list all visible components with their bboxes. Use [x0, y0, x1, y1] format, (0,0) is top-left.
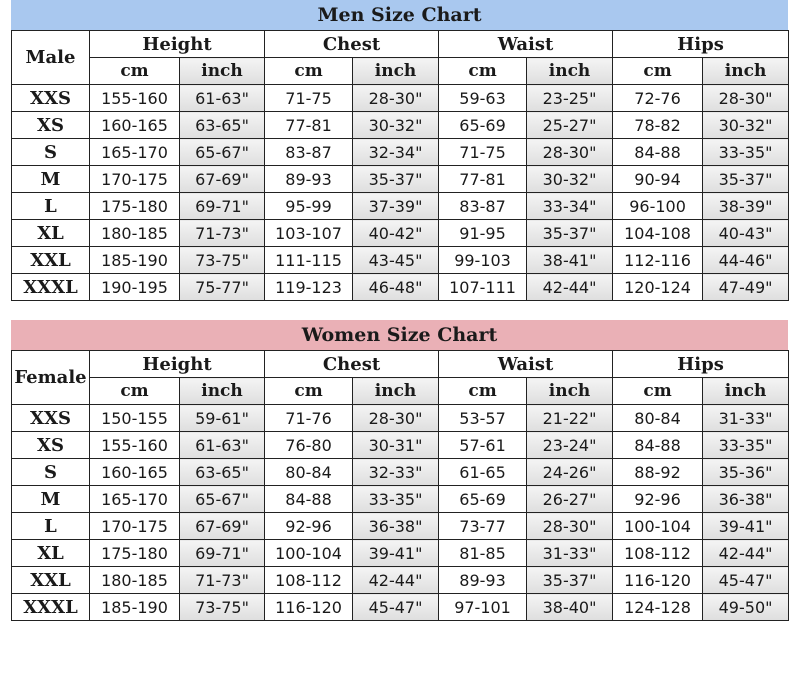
- table-row: [12, 247, 789, 274]
- table-row: [12, 513, 789, 540]
- inch-value: 37-39": [353, 193, 439, 220]
- table-row: [12, 486, 789, 513]
- inch-value: 38-39": [703, 193, 789, 220]
- table-row: [12, 432, 789, 459]
- cm-value: 99-103: [439, 247, 527, 274]
- cm-value: 57-61: [439, 432, 527, 459]
- cm-value: 170-175: [90, 513, 180, 540]
- unit-header-cm: cm: [90, 58, 180, 85]
- table-row: [12, 405, 789, 432]
- cm-value: 71-75: [265, 85, 353, 112]
- measure-group-header: Height: [90, 351, 265, 378]
- unit-header-cm: cm: [265, 378, 353, 405]
- measure-group-header: Waist: [439, 351, 613, 378]
- women-size-chart: [11, 320, 788, 621]
- cm-value: 72-76: [613, 85, 703, 112]
- cm-value: 59-63: [439, 85, 527, 112]
- cm-value: 92-96: [613, 486, 703, 513]
- cm-value: 83-87: [265, 139, 353, 166]
- cm-value: 90-94: [613, 166, 703, 193]
- cm-value: 185-190: [90, 247, 180, 274]
- inch-value: 33-35": [703, 139, 789, 166]
- cm-value: 155-160: [90, 432, 180, 459]
- size-label: L: [12, 513, 90, 540]
- table-row: [12, 193, 789, 220]
- cm-value: 111-115: [265, 247, 353, 274]
- measure-group-header: Chest: [265, 31, 439, 58]
- table-row: [12, 85, 789, 112]
- inch-value: 33-35": [353, 486, 439, 513]
- measure-group-header: Hips: [613, 351, 789, 378]
- size-label: XL: [12, 540, 90, 567]
- cm-value: 104-108: [613, 220, 703, 247]
- cm-value: 92-96: [265, 513, 353, 540]
- cm-value: 107-111: [439, 274, 527, 301]
- cm-value: 84-88: [613, 432, 703, 459]
- cm-value: 88-92: [613, 459, 703, 486]
- cm-value: 124-128: [613, 594, 703, 621]
- inch-value: 28-30": [527, 139, 613, 166]
- cm-value: 180-185: [90, 567, 180, 594]
- cm-value: 73-77: [439, 513, 527, 540]
- cm-value: 83-87: [439, 193, 527, 220]
- unit-header-inch: inch: [703, 58, 789, 85]
- inch-value: 47-49": [703, 274, 789, 301]
- size-label: S: [12, 139, 90, 166]
- unit-header-inch: inch: [180, 378, 265, 405]
- inch-value: 38-41": [527, 247, 613, 274]
- table-row: [12, 594, 789, 621]
- cm-value: 78-82: [613, 112, 703, 139]
- inch-value: 32-34": [353, 139, 439, 166]
- size-label: XXXL: [12, 274, 90, 301]
- measure-group-header: Chest: [265, 351, 439, 378]
- cm-value: 119-123: [265, 274, 353, 301]
- gender-label: Male: [12, 31, 90, 85]
- inch-value: 36-38": [703, 486, 789, 513]
- inch-value: 31-33": [703, 405, 789, 432]
- inch-value: 61-63": [180, 432, 265, 459]
- inch-value: 65-67": [180, 139, 265, 166]
- inch-value: 71-73": [180, 220, 265, 247]
- unit-header-cm: cm: [613, 378, 703, 405]
- inch-value: 32-33": [353, 459, 439, 486]
- women-chart-title: Women Size Chart: [11, 320, 788, 350]
- table-row: [12, 112, 789, 139]
- cm-value: 100-104: [613, 513, 703, 540]
- table-row: [12, 166, 789, 193]
- cm-value: 80-84: [613, 405, 703, 432]
- header-row-units: [12, 58, 789, 85]
- cm-value: 170-175: [90, 166, 180, 193]
- measure-group-header: Hips: [613, 31, 789, 58]
- cm-value: 65-69: [439, 486, 527, 513]
- cm-value: 120-124: [613, 274, 703, 301]
- table-row: [12, 540, 789, 567]
- inch-value: 42-44": [703, 540, 789, 567]
- inch-value: 33-34": [527, 193, 613, 220]
- inch-value: 69-71": [180, 540, 265, 567]
- cm-value: 108-112: [613, 540, 703, 567]
- cm-value: 53-57: [439, 405, 527, 432]
- inch-value: 59-61": [180, 405, 265, 432]
- inch-value: 45-47": [353, 594, 439, 621]
- inch-value: 35-37": [703, 166, 789, 193]
- inch-value: 75-77": [180, 274, 265, 301]
- unit-header-inch: inch: [180, 58, 265, 85]
- unit-header-inch: inch: [353, 378, 439, 405]
- inch-value: 21-22": [527, 405, 613, 432]
- size-label: XXL: [12, 247, 90, 274]
- men-size-table: [11, 30, 789, 301]
- cm-value: 180-185: [90, 220, 180, 247]
- cm-value: 116-120: [613, 567, 703, 594]
- cm-value: 160-165: [90, 459, 180, 486]
- measure-group-header: Height: [90, 31, 265, 58]
- cm-value: 175-180: [90, 193, 180, 220]
- cm-value: 65-69: [439, 112, 527, 139]
- inch-value: 46-48": [353, 274, 439, 301]
- table-row: [12, 139, 789, 166]
- cm-value: 89-93: [439, 567, 527, 594]
- cm-value: 185-190: [90, 594, 180, 621]
- cm-value: 160-165: [90, 112, 180, 139]
- inch-value: 35-36": [703, 459, 789, 486]
- unit-header-inch: inch: [527, 58, 613, 85]
- cm-value: 112-116: [613, 247, 703, 274]
- men-size-chart: [11, 0, 788, 301]
- inch-value: 49-50": [703, 594, 789, 621]
- inch-value: 63-65": [180, 112, 265, 139]
- unit-header-cm: cm: [265, 58, 353, 85]
- cm-value: 76-80: [265, 432, 353, 459]
- measure-group-header: Waist: [439, 31, 613, 58]
- inch-value: 36-38": [353, 513, 439, 540]
- unit-header-cm: cm: [439, 378, 527, 405]
- cm-value: 96-100: [613, 193, 703, 220]
- cm-value: 81-85: [439, 540, 527, 567]
- cm-value: 190-195: [90, 274, 180, 301]
- unit-header-cm: cm: [613, 58, 703, 85]
- unit-header-inch: inch: [703, 378, 789, 405]
- size-label: M: [12, 166, 90, 193]
- header-row-groups: [12, 351, 789, 378]
- men-chart-title: Men Size Chart: [11, 0, 788, 30]
- cm-value: 155-160: [90, 85, 180, 112]
- cm-value: 100-104: [265, 540, 353, 567]
- inch-value: 40-43": [703, 220, 789, 247]
- inch-value: 35-37": [353, 166, 439, 193]
- cm-value: 61-65: [439, 459, 527, 486]
- inch-value: 42-44": [353, 567, 439, 594]
- unit-header-inch: inch: [527, 378, 613, 405]
- gender-label: Female: [12, 351, 90, 405]
- cm-value: 175-180: [90, 540, 180, 567]
- inch-value: 61-63": [180, 85, 265, 112]
- cm-value: 108-112: [265, 567, 353, 594]
- cm-value: 84-88: [265, 486, 353, 513]
- inch-value: 30-32": [703, 112, 789, 139]
- inch-value: 30-32": [527, 166, 613, 193]
- unit-header-cm: cm: [439, 58, 527, 85]
- cm-value: 91-95: [439, 220, 527, 247]
- inch-value: 63-65": [180, 459, 265, 486]
- cm-value: 84-88: [613, 139, 703, 166]
- table-row: [12, 220, 789, 247]
- inch-value: 23-25": [527, 85, 613, 112]
- size-label: L: [12, 193, 90, 220]
- size-label: XL: [12, 220, 90, 247]
- header-row-groups: [12, 31, 789, 58]
- inch-value: 44-46": [703, 247, 789, 274]
- inch-value: 69-71": [180, 193, 265, 220]
- inch-value: 35-37": [527, 220, 613, 247]
- inch-value: 67-69": [180, 513, 265, 540]
- women-size-table: [11, 350, 789, 621]
- inch-value: 67-69": [180, 166, 265, 193]
- inch-value: 30-32": [353, 112, 439, 139]
- table-row: [12, 274, 789, 301]
- inch-value: 43-45": [353, 247, 439, 274]
- size-label: XXS: [12, 85, 90, 112]
- cm-value: 103-107: [265, 220, 353, 247]
- header-row-units: [12, 378, 789, 405]
- cm-value: 71-75: [439, 139, 527, 166]
- inch-value: 42-44": [527, 274, 613, 301]
- table-row: [12, 459, 789, 486]
- inch-value: 40-42": [353, 220, 439, 247]
- inch-value: 65-67": [180, 486, 265, 513]
- size-label: S: [12, 459, 90, 486]
- cm-value: 71-76: [265, 405, 353, 432]
- table-row: [12, 567, 789, 594]
- inch-value: 71-73": [180, 567, 265, 594]
- cm-value: 89-93: [265, 166, 353, 193]
- inch-value: 28-30": [527, 513, 613, 540]
- unit-header-cm: cm: [90, 378, 180, 405]
- size-label: XS: [12, 112, 90, 139]
- inch-value: 26-27": [527, 486, 613, 513]
- inch-value: 38-40": [527, 594, 613, 621]
- size-label: XS: [12, 432, 90, 459]
- inch-value: 28-30": [353, 85, 439, 112]
- cm-value: 77-81: [439, 166, 527, 193]
- inch-value: 73-75": [180, 594, 265, 621]
- size-label: XXXL: [12, 594, 90, 621]
- inch-value: 31-33": [527, 540, 613, 567]
- cm-value: 95-99: [265, 193, 353, 220]
- size-label: XXS: [12, 405, 90, 432]
- size-label: M: [12, 486, 90, 513]
- cm-value: 165-170: [90, 139, 180, 166]
- inch-value: 23-24": [527, 432, 613, 459]
- inch-value: 39-41": [703, 513, 789, 540]
- inch-value: 39-41": [353, 540, 439, 567]
- unit-header-inch: inch: [353, 58, 439, 85]
- cm-value: 150-155: [90, 405, 180, 432]
- inch-value: 28-30": [353, 405, 439, 432]
- inch-value: 33-35": [703, 432, 789, 459]
- inch-value: 28-30": [703, 85, 789, 112]
- inch-value: 25-27": [527, 112, 613, 139]
- inch-value: 24-26": [527, 459, 613, 486]
- cm-value: 116-120: [265, 594, 353, 621]
- cm-value: 80-84: [265, 459, 353, 486]
- cm-value: 165-170: [90, 486, 180, 513]
- cm-value: 77-81: [265, 112, 353, 139]
- inch-value: 30-31": [353, 432, 439, 459]
- size-label: XXL: [12, 567, 90, 594]
- inch-value: 45-47": [703, 567, 789, 594]
- cm-value: 97-101: [439, 594, 527, 621]
- inch-value: 35-37": [527, 567, 613, 594]
- inch-value: 73-75": [180, 247, 265, 274]
